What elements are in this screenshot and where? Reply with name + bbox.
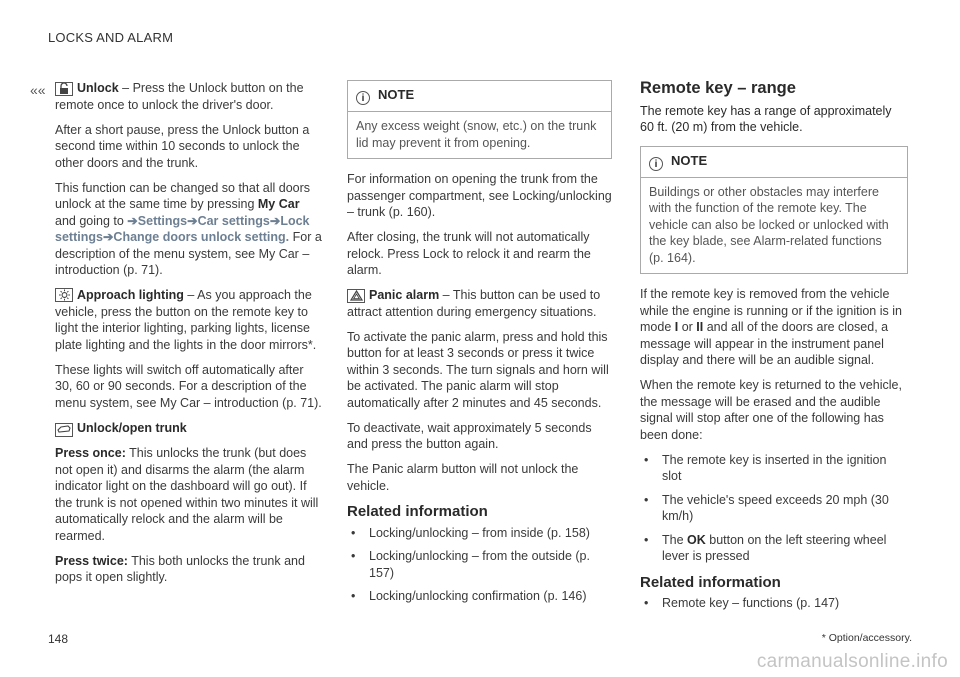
unlock-second-press: After a short pause, press the Unlock button a second time within 10 seconds to unlock the other doors and the trunk. — [55, 122, 310, 170]
arrow-right-icon: ➔ — [269, 213, 281, 228]
related-heading: Related information — [347, 503, 488, 520]
unlock-paragraph: Unlock – Press the Unlock button on the remote once to unlock the driver's door. — [55, 81, 304, 112]
arrow-right-icon: ➔ — [187, 213, 198, 228]
panic-activate-paragraph: To activate the panic alarm, press and hold this button for at least 3 seconds or press it twice within 3 seconds. The turn signals and horn will be activated. The panic alarm will stop automatically after 2 minutes and 45 seconds. — [347, 329, 609, 410]
related-heading: Related information — [640, 573, 781, 591]
watermark: carmanualsonline.info — [756, 651, 948, 672]
arrow-right-icon: ➔ — [127, 213, 138, 228]
related-link[interactable]: • Locking/unlocking – from the outside (p. 157) — [347, 548, 612, 581]
page-header: LOCKS AND ALARM — [48, 30, 174, 45]
panic-unlock-paragraph: The Panic alarm button will not unlock the vehicle. — [347, 462, 579, 493]
list-item: • The vehicle's speed exceeds 20 mph (30 km/h) — [640, 492, 908, 525]
section-intro: The remote key has a range of approximately 60 ft. (20 m) from the vehicle. — [640, 103, 892, 134]
condition-list — [640, 452, 908, 565]
continued-marker: «« — [30, 82, 46, 98]
info-circle-icon: i — [356, 91, 370, 105]
relock-paragraph: After closing, the trunk will not automatically relock. Press Lock to relock it and rearm the alarm. — [347, 230, 591, 277]
padlock-open-icon — [55, 82, 73, 96]
column-middle — [347, 80, 612, 613]
removed-key-paragraph: If the remote key is removed from the vehicle while the engine is running or if the ignition is in mode I or II and all of the doors are closed, a message will appear in the instrument panel display and there will be an audible signal. — [640, 287, 902, 367]
returned-key-paragraph: When the remote key is returned to the vehicle, the message will be erased and the audible signal will stop after one of the following has been done: — [640, 378, 902, 442]
related-list — [347, 525, 612, 605]
press-once-paragraph: Press once: This unlocks the trunk (but does not open it) and disarms the alarm (the alarm indicator light on the dashboard will go out). If the trunk is not opened within two minutes it will automatically relock and the alarm will be rearmed. — [55, 446, 319, 543]
panic-deactivate-paragraph: To deactivate, wait approximately 5 seconds and press the button again. — [347, 420, 592, 451]
note-text: Buildings or other obstacles may interfere with the function of the remote key. The vehicle can also be locked or unlocked with the key blade, see Alarm-related functions (p. 164). — [649, 184, 889, 265]
page-number: 148 — [48, 632, 69, 646]
trunk-info-paragraph: For information on opening the trunk from the passenger compartment, see Locking/unlocking – trunk (p. 160). — [347, 172, 612, 219]
unlock-title: Unlock — [77, 81, 119, 95]
list-item: • The remote key is inserted in the ignition slot — [640, 452, 908, 485]
footnote: * Option/accessory. — [821, 632, 912, 644]
panic-paragraph: Panic alarm – This button can be used to attract attention during emergency situations. — [347, 288, 601, 319]
warning-triangle-icon — [347, 289, 365, 303]
list-item: • The OK button on the left steering wheel lever is pressed — [640, 532, 908, 565]
related-link[interactable]: • Locking/unlocking confirmation (p. 146) — [347, 588, 612, 605]
note-box: i NOTE Any excess weight (snow, etc.) on the trunk lid may prevent it from opening. — [347, 80, 612, 159]
sun-icon — [55, 288, 73, 302]
section-title: Remote key – range — [640, 79, 796, 97]
approach-timeout-paragraph: These lights will switch off automatically after 30, 60 or 90 seconds. For a description of the menu system, see My Car – introduction (p. 71). — [55, 362, 322, 410]
approach-paragraph: Approach lighting – As you approach the vehicle, press the button on the remote key to light the interior lighting, parking lights, license plate lighting and the lights in the door mirrors*. — [55, 288, 317, 352]
related-list — [640, 595, 908, 612]
column-right — [640, 80, 908, 620]
approach-title: Approach lighting — [77, 288, 184, 302]
note-text: Any excess weight (snow, etc.) on the trunk lid may prevent it from opening. — [356, 119, 597, 150]
panic-title: Panic alarm — [369, 288, 440, 302]
car-trunk-icon — [55, 423, 73, 437]
arrow-right-icon: ➔ — [102, 230, 114, 244]
related-link[interactable]: • Remote key – functions (p. 147) — [640, 595, 908, 612]
trunk-heading: Unlock/open trunk — [55, 420, 322, 437]
column-left — [55, 80, 322, 594]
note-box: i NOTE Buildings or other obstacles may interfere with the function of the remote key. The vehicle can also be locked or unlocked with the key blade, see Alarm-related functions (p. 164). — [640, 146, 908, 275]
unlock-setting-paragraph: This function can be changed so that all doors unlock at the same time by pressing My Car and going to ➔Settings➔Car settings➔Lock settings➔Change doors unlock setting. For a description of the menu system, see My Car – introduction (p. 71). — [55, 180, 322, 277]
related-link[interactable]: • Locking/unlocking – from inside (p. 158) — [347, 525, 612, 542]
info-circle-icon: i — [649, 157, 663, 171]
press-twice-paragraph: Press twice: This both unlocks the trunk and pops it open slightly. — [55, 553, 305, 584]
